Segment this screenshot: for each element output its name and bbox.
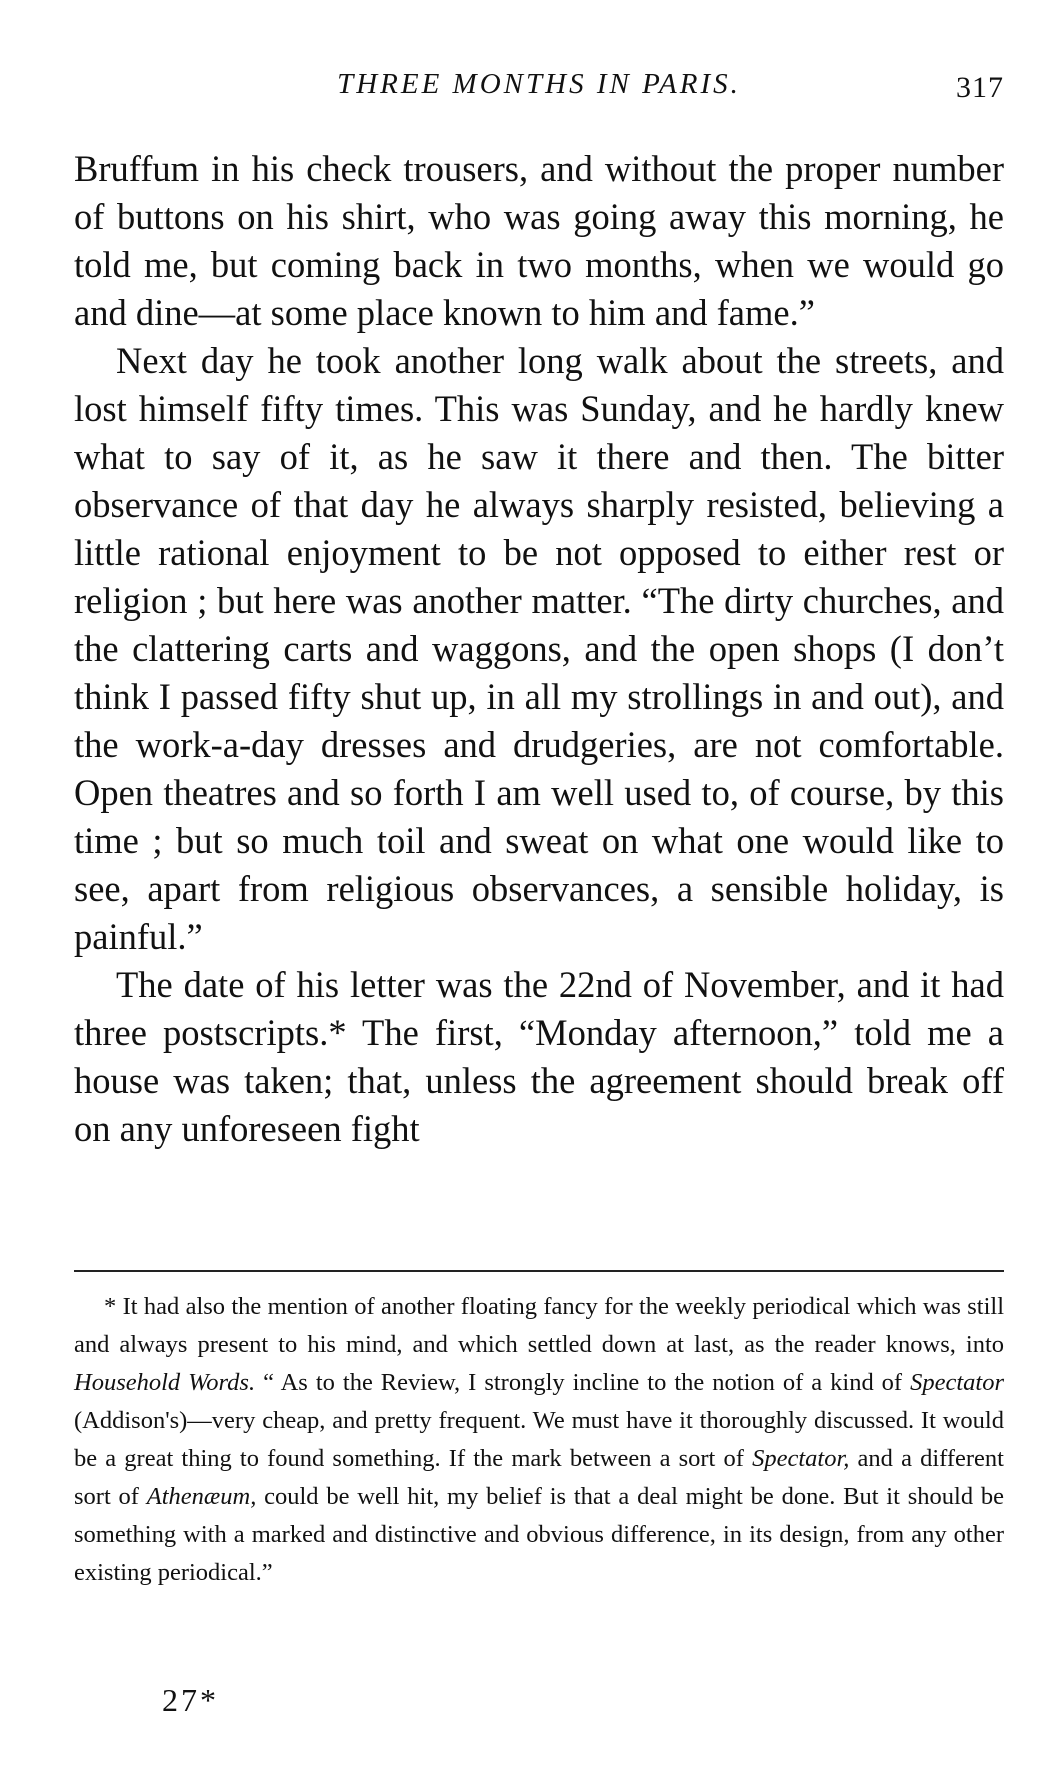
- footnote-part: “ As to the Review, I strongly incline to the notion of a kind of: [255, 1369, 911, 1396]
- footnote-part: and a different sort of: [74, 1445, 1004, 1510]
- paragraph: The date of his letter was the 22nd of November, and it had three postscripts.* The first, “Monday afternoon,” told me a house was taken; that, unless the agreement should break off on any unforeseen fight: [74, 964, 1004, 1149]
- footnote-italic: Household Words.: [74, 1369, 256, 1396]
- paragraph: Next day he took another long walk about the streets, and lost himself fifty times. This was Sunday, and he hardly knew what to say of it, as he saw it there and then. The bitter observance of that day he always sharply resisted, believing a little rational enjoyment to be not opposed to either rest or religion ; but here was another matter. “The dirty churches, and the clattering carts and waggons, and the open shops (I don’t think I passed fifty shut up, in all my strollings in and out), and the work-a-day dresses and drudgeries, are not comfortable. Open theatres and so forth I am well used to, of course, by this time ; but so much toil and sweat on what one would like to see, apart from religious observances, a sensible holiday, is painful.”: [74, 340, 1004, 957]
- footnote-part: * It had also the mention of another floating fancy for the weekly periodical which was still and always present to his mind, and which settled down at last, as the reader knows, into: [74, 1293, 1004, 1358]
- footnote-italic: Spectator,: [752, 1445, 850, 1472]
- footnote-rule: [74, 1270, 1004, 1272]
- running-title: THREE MONTHS IN PARIS.: [337, 68, 741, 100]
- running-head: [74, 64, 1004, 114]
- footnote-part: (Addison's)—very cheap, and pretty frequent. We must have it thoroughly discussed. It would be a great thing to found something. If the mark between a sort of: [74, 1407, 1004, 1472]
- footnote-italic: Athenæum,: [146, 1483, 257, 1510]
- body-text: [74, 145, 1004, 1153]
- signature-mark: 27*: [162, 1682, 219, 1718]
- footnote-italic: Spectator: [910, 1369, 1004, 1396]
- footnote-part: could be well hit, my belief is that a deal might be done. But it should be something with a marked and distinctive and obvious difference, in its design, from any other existing periodical.”: [74, 1483, 1004, 1586]
- footnote-text: [74, 1288, 1004, 1592]
- paragraph: Bruffum in his check trousers, and without the proper number of buttons on his shirt, who was going away this morning, he told me, but coming back in two months, when we would go and dine—at some place known to him and fame.”: [74, 148, 1004, 333]
- footnote: [74, 1288, 1004, 1592]
- page-number: 317: [956, 71, 1004, 104]
